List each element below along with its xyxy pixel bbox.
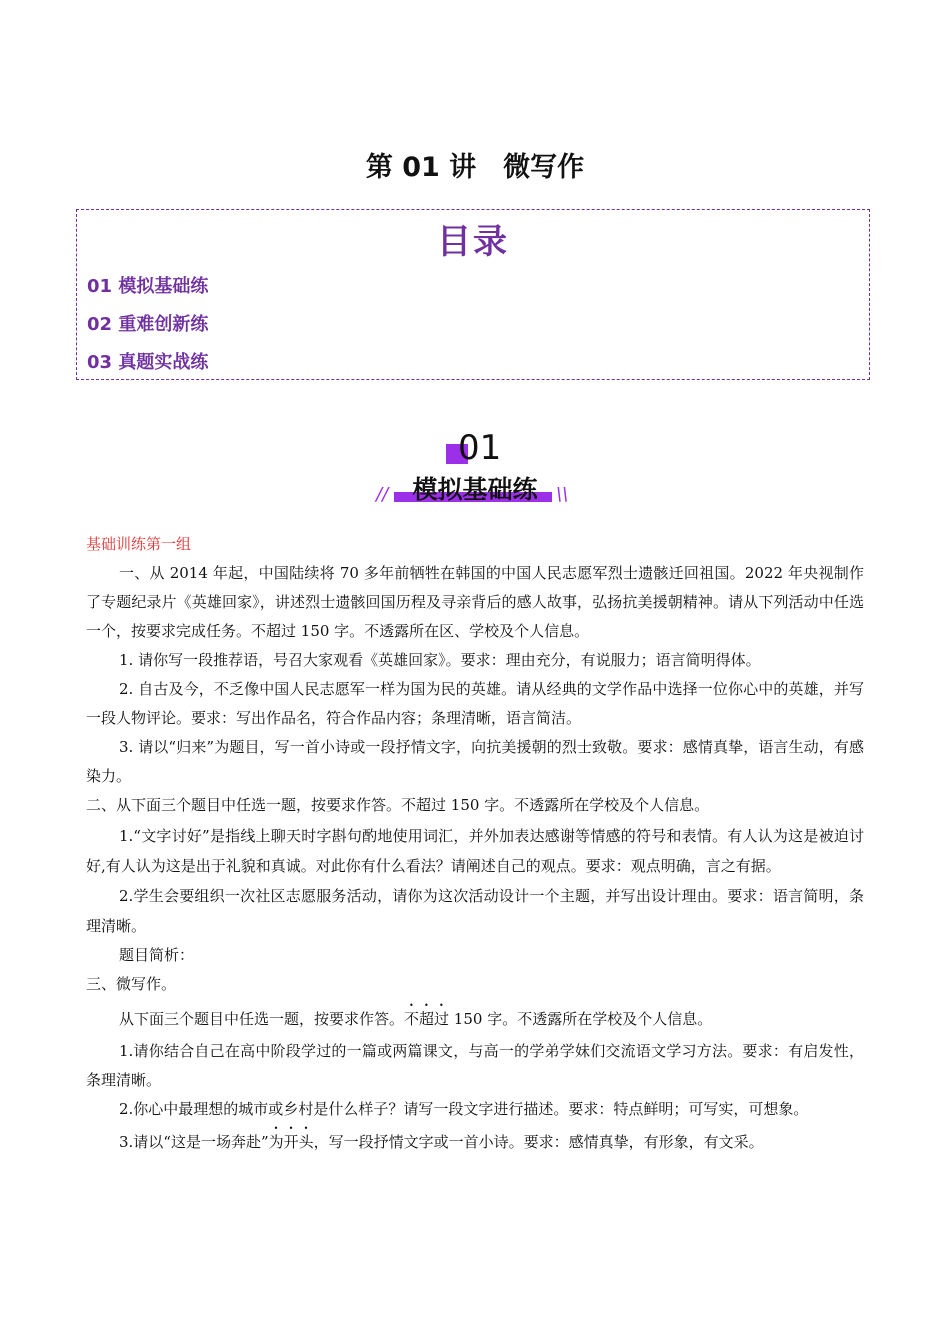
item-text: 3.请以“这是一场奔赴” [119, 1133, 269, 1151]
toc-item[interactable]: 03 真题实战练 [87, 352, 209, 373]
toc-heading: 目录 [437, 222, 509, 262]
question-1-item: 2. 自古及今，不乏像中国人民志愿军一样为国为民的英雄。请从经典的文学作品中选择一位你心中的英雄，并写一段人物评论。要求：写出作品名，符合作品内容；条理清晰，语言简洁。 [86, 680, 864, 727]
question-1-item: 3. 请以“归来”为题目，写一首小诗或一段抒情文字，向抗美援朝的烈士致敬。要求：感情真挚，语言生动，有感染力。 [86, 738, 864, 785]
section-name: 模拟基础练 [412, 475, 538, 504]
question-2-intro: 二、从下面三个题目中任选一题，按要求作答。不超过 150 字。不透露所在学校及个人信息。 [86, 796, 710, 814]
table-of-contents [76, 209, 870, 380]
question-2-analysis: 题目简析： [119, 946, 195, 964]
toc-item[interactable]: 02 重难创新练 [87, 314, 209, 335]
question-3-item [86, 1124, 864, 1160]
group-label: 基础训练第一组 [86, 535, 192, 553]
slash-decoration-right: \\ [556, 484, 569, 505]
intro-text: 从下面三个题目中任选一题，按要求作答。 [119, 1010, 405, 1028]
emphasized-text: 为开头 [268, 1133, 314, 1151]
document-body [86, 530, 864, 1160]
question-2-item: 2.学生会要组织一次社区志愿服务活动，请你为这次活动设计一个主题，并写出设计理由。要求：语言简明，条理清晰。 [86, 887, 864, 935]
toc-item[interactable]: 01 模拟基础练 [87, 276, 209, 297]
question-3-item: 1.请你结合自己在高中阶段学过的一篇或两篇课文，与高一的学弟学妹们交流语文学习方法。要求：有启发性，条理清晰。 [86, 1042, 864, 1089]
question-1-intro: 一、从 2014 年起，中国陆续将 70 多年前牺牲在韩国的中国人民志愿军烈士遗骸迁回祖国。2022 年央视制作了专题纪录片《英雄回家》，讲述烈士遗骸回国历程及寻亲背后的感人故事，弘扬抗美援朝精神。请从下列活动中任选一个，按要求完成任务。不超过 150 字。不透露所在区、学校及个人信息。 [86, 564, 864, 640]
question-3-intro [86, 999, 864, 1037]
section-number: 01 [458, 428, 502, 468]
page-title: 第 01 讲 微写作 [365, 152, 585, 183]
question-1-item: 1. 请你写一段推荐语，号召大家观看《英雄回家》。要求：理由充分，有说服力；语言简明得体。 [119, 651, 761, 669]
slash-decoration-left: // [376, 484, 389, 505]
question-3-heading: 三、微写作。 [86, 975, 177, 993]
emphasized-text: 不超过 [404, 1010, 450, 1028]
question-3-item: 2.你心中最理想的城市或乡村是什么样子？请写一段文字进行描述。要求：特点鲜明；可写实，可想象。 [119, 1100, 809, 1118]
question-2-item: 1.“文字讨好”是指线上聊天时字斟句酌地使用词汇，并外加表达感谢等情感的符号和表情。有人认为这是被迫讨好,有人认为这是出于礼貌和真诚。对此你有什么看法？请阐述自己的观点。要求：观点明确，言之有据。 [86, 827, 864, 875]
item-text: ，写一段抒情文字或一首小诗。要求：感情真挚，有形象，有文采。 [313, 1133, 764, 1151]
intro-text: 150 字。不透露所在学校及个人信息。 [449, 1010, 713, 1028]
